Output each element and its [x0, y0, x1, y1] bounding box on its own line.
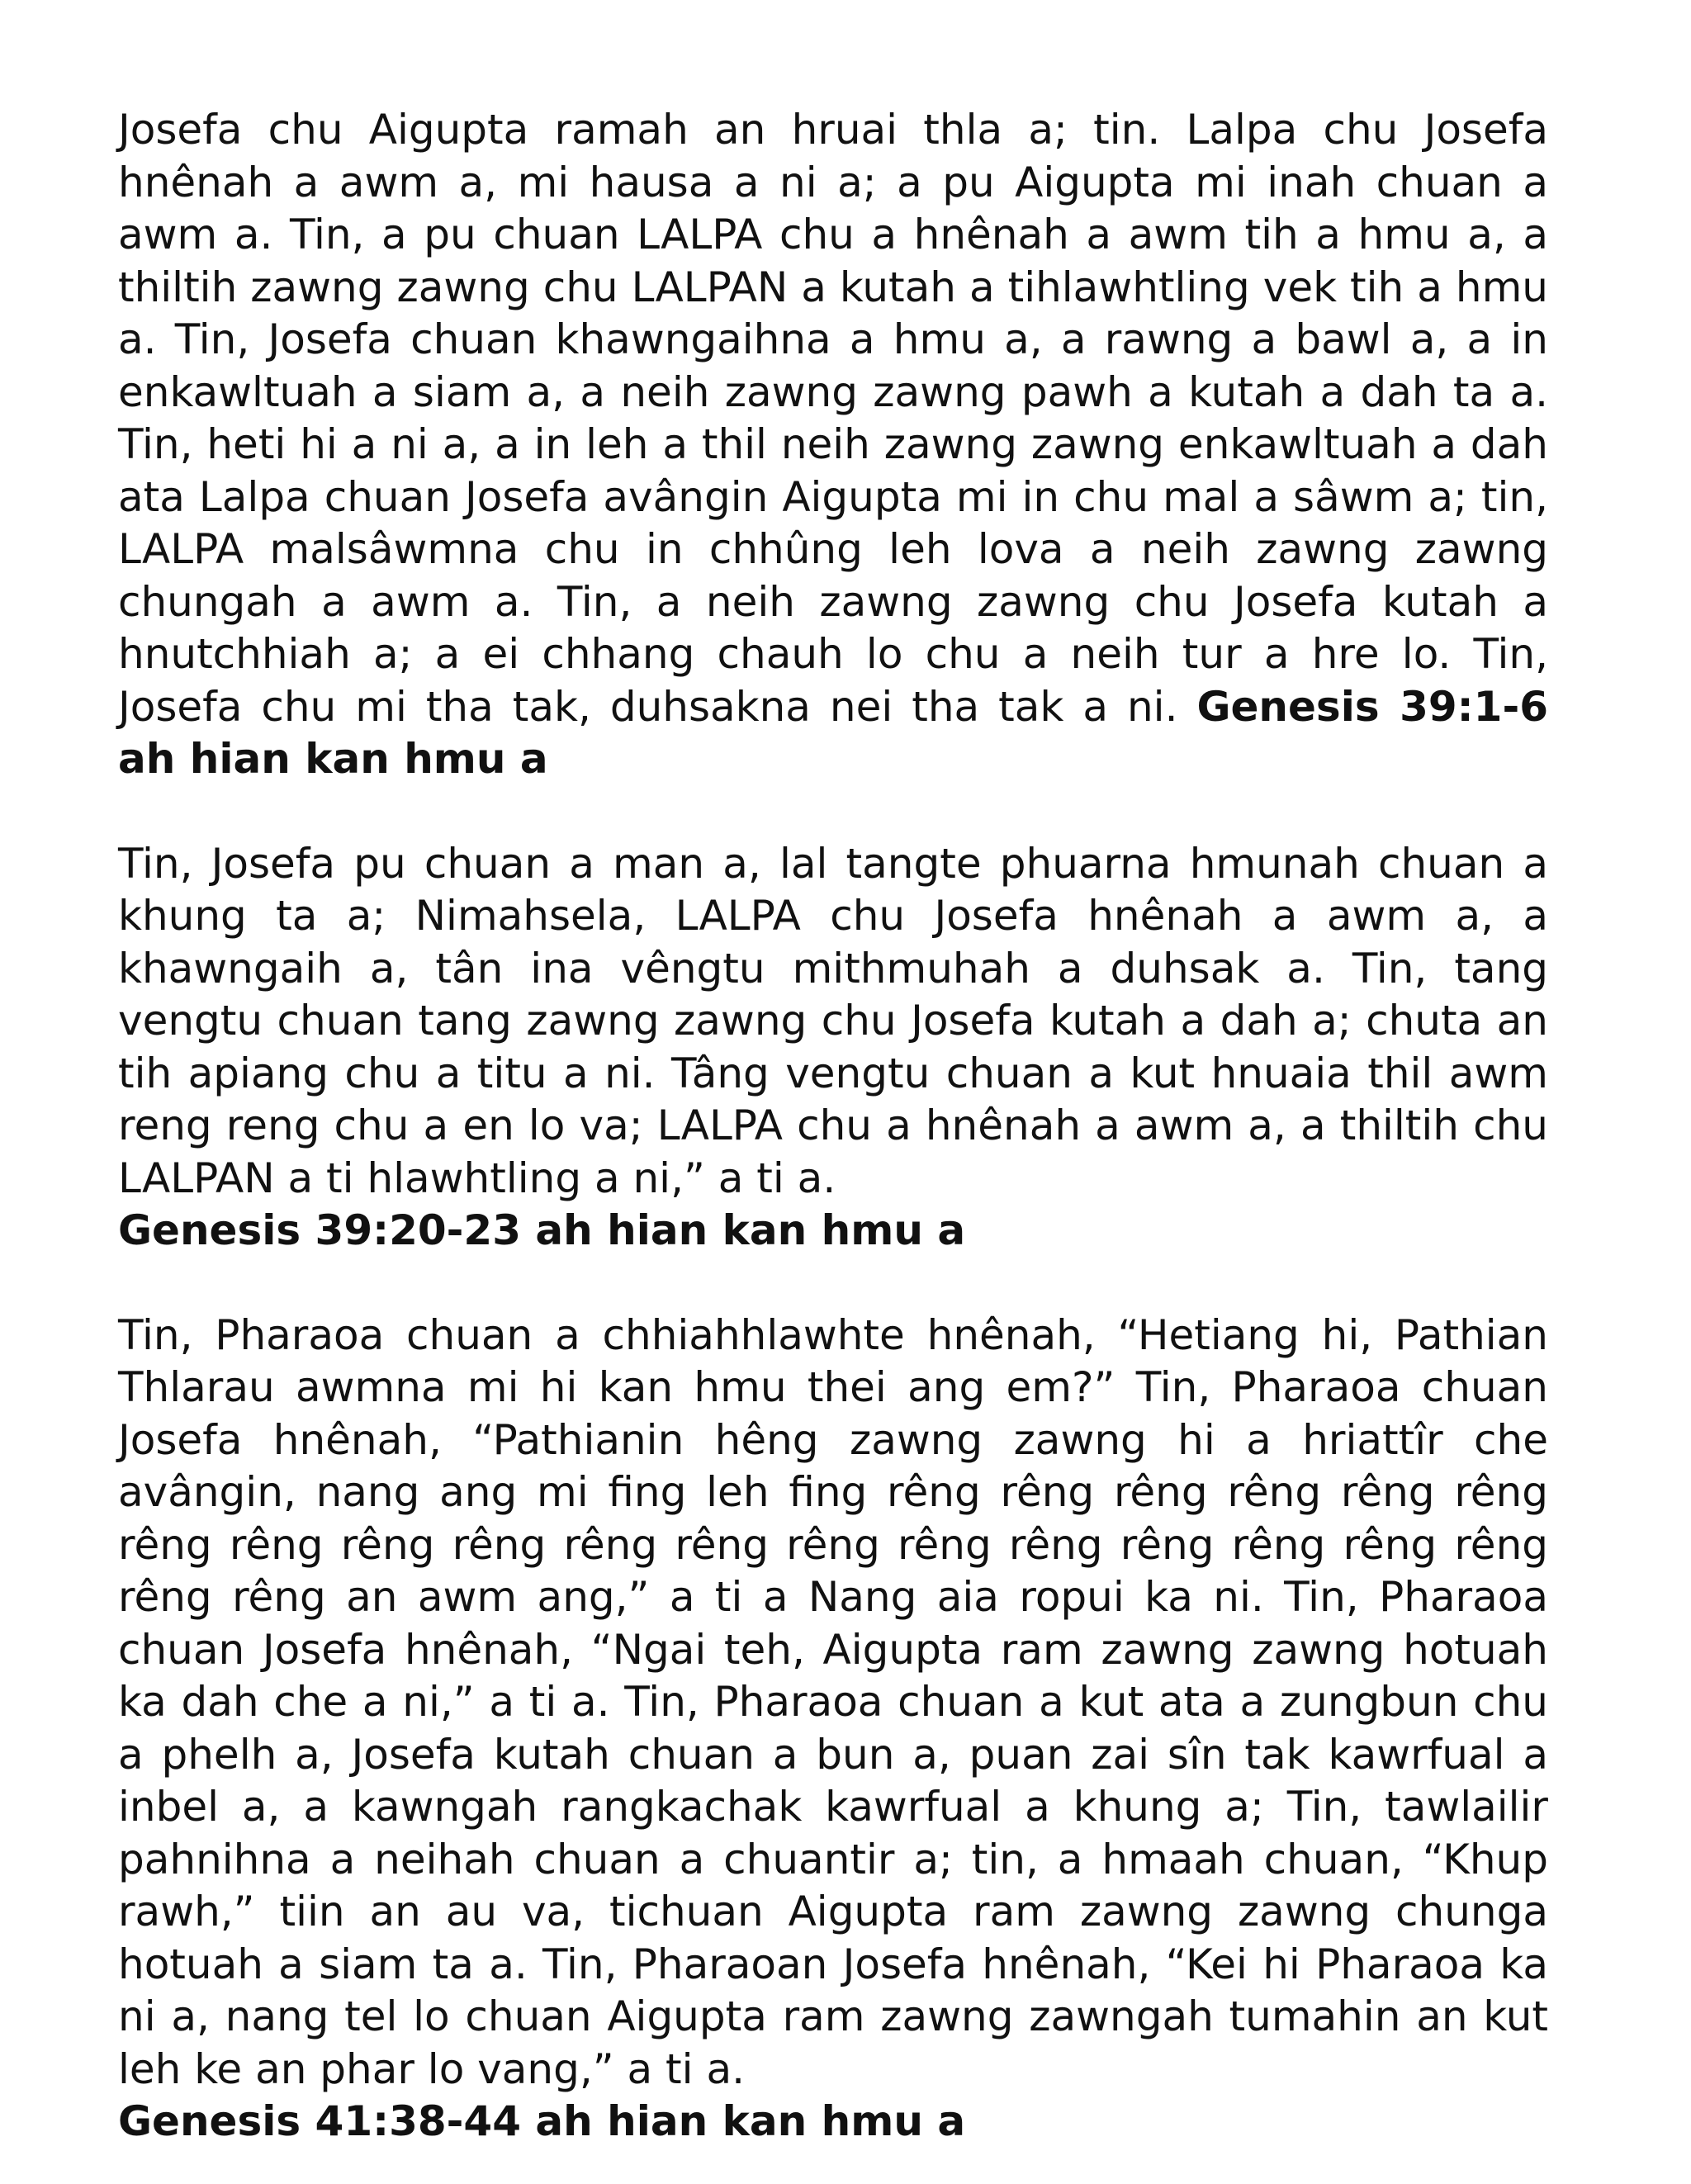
passage-josefa-in-egypt — [118, 104, 1548, 786]
bible-reference: Genesis 41:38-44 ah hian kan hmu a — [118, 2097, 966, 2145]
passage-text: Josefa chu Aigupta ramah an hruai thla a; tin. Lalpa chu Josefa hnênah a awm a, mi hausa a ni a; a pu Aigupta mi inah chuan a awm a. Tin, a pu chuan LALPA chu a hnênah a awm tih a hmu a, a thiltih zawng zawng chu LALPAN a kutah a tihlawhtling vek tih a hmu a. Tin, Josefa chuan khawngaihna a hmu a, a rawng a bawl a, a in enkawltuah a siam a, a neih zawng zawng pawh a kutah a dah ta a. Tin, heti hi a ni a, a in leh a thil neih zawng zawng enkawltuah a dah ata Lalpa chuan Josefa avângin Aigupta mi in chu mal a sâwm a; tin, LALPA malsâwmna chu in chhûng leh lova a neih zawng zawng chungah a awm a. Tin, a neih zawng zawng chu Josefa kutah a hnutchhiah a; a ei chhang chauh lo chu a neih tur a hre lo. Tin, Josefa chu mi tha tak, duhsakna nei tha tak a ni. — [118, 106, 1548, 731]
passage-text: Tin, Pharaoa chuan a chhiahhlawhte hnênah, “Hetiang hi, Pathian Thlarau awmna mi hi kan hmu thei ang em?” Tin, Pharaoa chuan Josefa hnênah, “Pathianin hêng zawng zawng hi a hriattîr che avângin, nang ang mi fing leh fing rêng rêng rêng rêng rêng rêng rêng rêng rêng rêng rêng rêng rêng rêng rêng rêng rêng rêng rêng rêng rêng an awm ang,” a ti a Nang aia ropui ka ni. Tin, Pharaoa chuan Josefa hnênah, “Ngai teh, Aigupta ram zawng zawng hotuah ka dah che a ni,” a ti a. Tin, Pharaoa chuan a kut ata a zungbun chu a phelh a, Josefa kutah chuan a bun a, puan zai sîn tak kawrfual a inbel a, a kawngah rangkachak kawrfual a khung a; Tin, tawlailir pahnihna a neihah chuan a chuantir a; tin, a hmaah chuan, “Khup rawh,” tiin an au va, tichuan Aigupta ram zawng zawng chunga hotuah a siam ta a. Tin, Pharaoan Josefa hnênah, “Kei hi Pharaoa ka ni a, nang tel lo chuan Aigupta ram zawng zawngah tumahin an kut leh ke an phar lo vang,” a ti a. — [118, 1310, 1548, 2093]
bible-reference: Genesis 39:20-23 ah hian kan hmu a — [118, 1206, 966, 1254]
bible-reference: Genesis 39:1-6 ah hian kan hmu a — [118, 682, 1548, 783]
passage-text: Tin, Josefa pu chuan a man a, lal tangte phuarna hmunah chuan a khung ta a; Nimahsela, LALPA chu Josefa hnênah a awm a, a khawngaih a, tân ina vêngtu mithmuhah a duhsak a. Tin, tang vengtu chuan tang zawng zawng chu Josefa kutah a dah a; chuta an tih apiang chu a titu a ni. Tâng vengtu chuan a kut hnuaia thil awm reng reng chu a en lo va; LALPA chu a hnênah a awm a, a thiltih chu LALPAN a ti hlawhtling a ni,” a ti a. — [118, 839, 1548, 1202]
passage-josefa-made-ruler — [118, 1310, 1548, 2148]
passage-josefa-in-prison — [118, 838, 1548, 1258]
